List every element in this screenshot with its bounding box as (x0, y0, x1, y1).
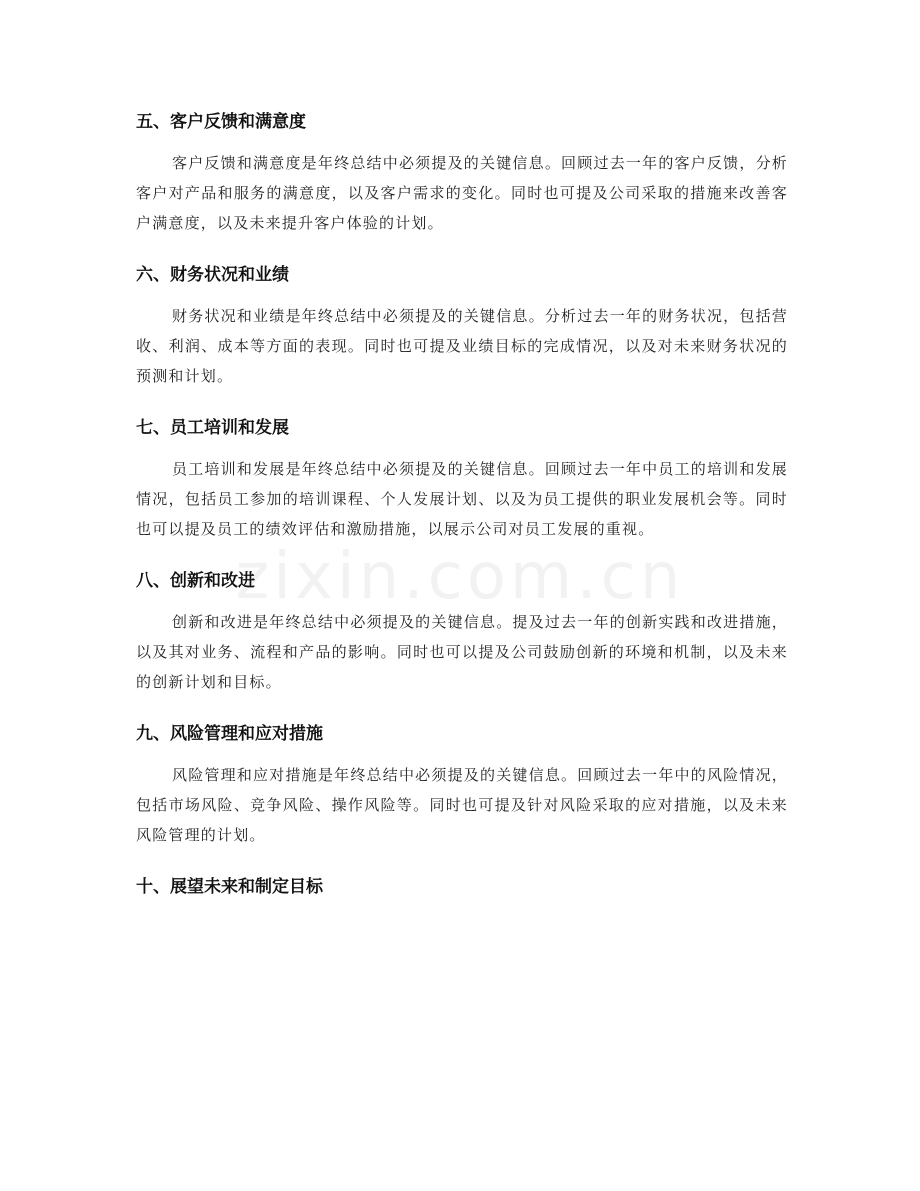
section-5 (136, 104, 788, 238)
section-paragraph: 风险管理和应对措施是年终总结中必须提及的关键信息。回顾过去一年中的风险情况，包括市场风险、竞争风险、操作风险等。同时也可提及针对风险采取的应对措施，以及未来风险管理的计划。 (136, 766, 788, 844)
section-heading: 九、风险管理和应对措施 (136, 724, 323, 744)
section-paragraph: 创新和改进是年终总结中必须提及的关键信息。提及过去一年的创新实践和改进措施，以及其对业务、流程和产品的影响。同时也可以提及公司鼓励创新的环境和机制，以及未来的创新计划和目标。 (136, 613, 788, 691)
section-10 (136, 869, 788, 905)
section-paragraph: 员工培训和发展是年终总结中必须提及的关键信息。回顾过去一年中员工的培训和发展情况，包括员工参加的培训课程、个人发展计划、以及为员工提供的职业发展机会等。同时也可以提及员工的绩效评估和激励措施，以展示公司对员工发展的重视。 (136, 460, 788, 538)
section-paragraph: 财务状况和业绩是年终总结中必须提及的关键信息。分析过去一年的财务状况，包括营收、利润、成本等方面的表现。同时也可提及业绩目标的完成情况，以及对未来财务状况的预测和计划。 (136, 307, 788, 385)
section-8 (136, 563, 788, 697)
section-9 (136, 716, 788, 850)
section-heading: 六、财务状况和业绩 (136, 265, 289, 285)
document-body (136, 104, 788, 913)
section-heading: 五、客户反馈和满意度 (136, 112, 306, 132)
section-heading: 十、展望未来和制定目标 (136, 877, 323, 897)
section-heading: 七、员工培训和发展 (136, 418, 289, 438)
section-paragraph: 客户反馈和满意度是年终总结中必须提及的关键信息。回顾过去一年的客户反馈，分析客户对产品和服务的满意度，以及客户需求的变化。同时也可提及公司采取的措施来改善客户满意度，以及未来提升客户体验的计划。 (136, 154, 788, 232)
watermark: zixin.com.cn (235, 540, 685, 614)
section-6 (136, 257, 788, 391)
section-heading: 八、创新和改进 (136, 571, 255, 591)
section-7 (136, 410, 788, 544)
